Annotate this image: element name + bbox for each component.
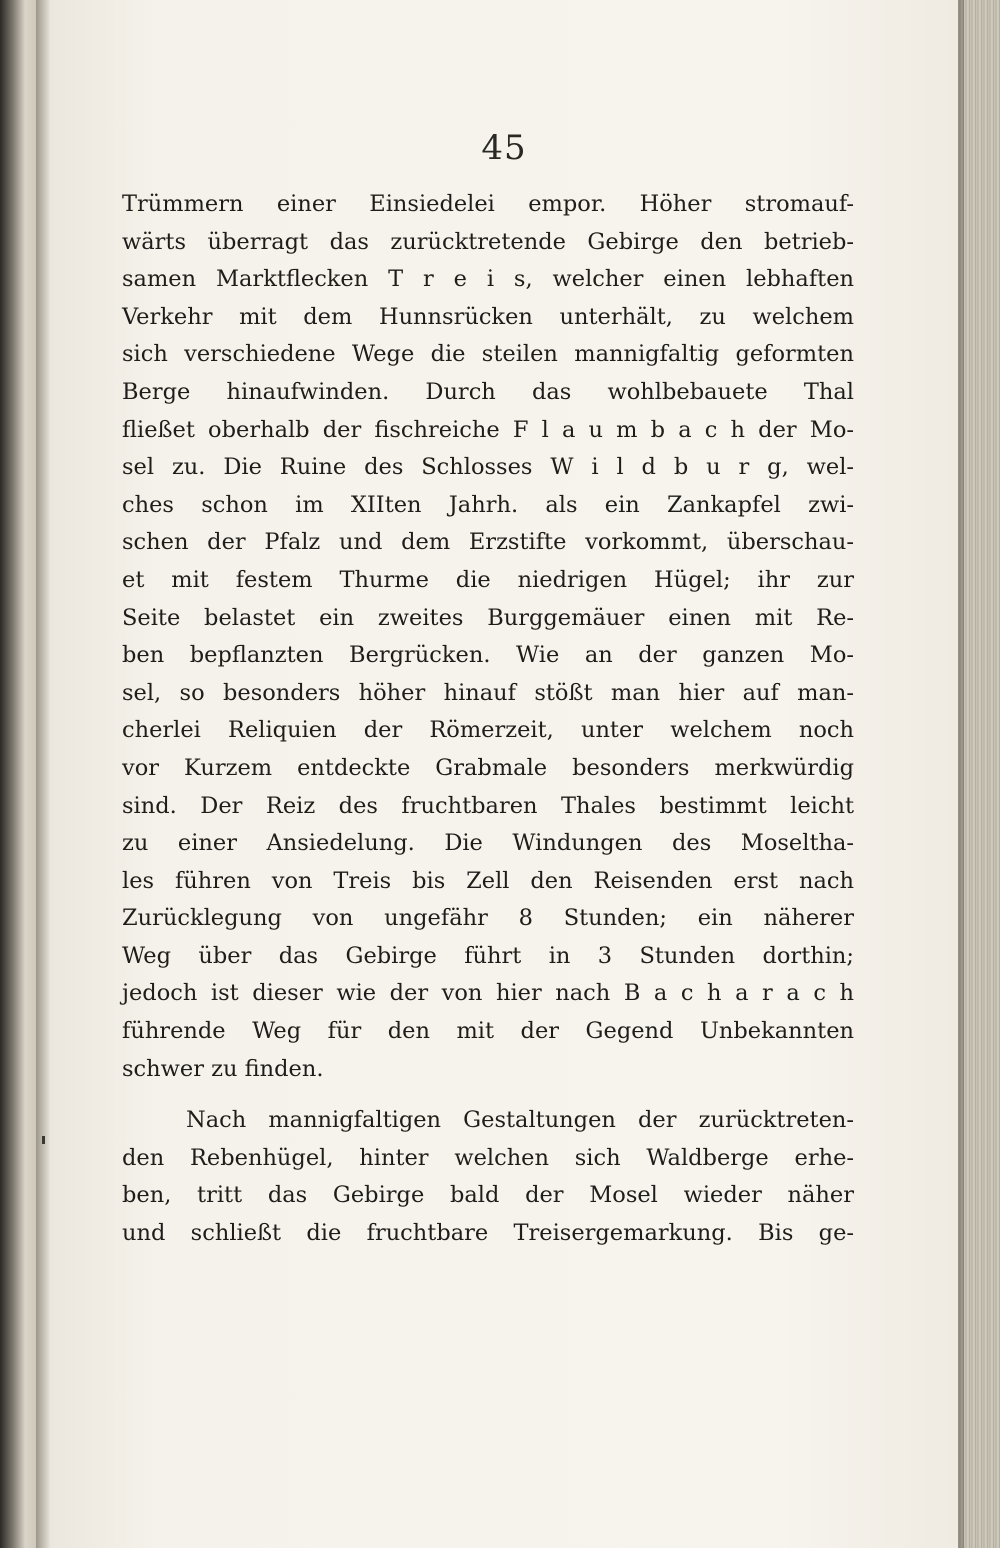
text-line: cherlei Reliquien der Römerzeit, unter welchem noch: [122, 717, 854, 744]
margin-mark: [42, 1136, 45, 1144]
text-line: sich verschiedene Wege die steilen mannigfaltig geformten: [122, 341, 854, 368]
text-line: ches schon im XIIten Jahrh. als ein Zankapfel zwi-: [122, 491, 854, 518]
page-number: 45: [481, 128, 527, 168]
text-line: Verkehr mit dem Hunnsrücken unterhält, zu welchem: [122, 303, 854, 330]
book-gutter: [36, 0, 50, 1548]
facing-page-edge: [0, 0, 36, 1548]
text-line: Weg über das Gebirge führt in 3 Stunden dorthin;: [122, 942, 854, 969]
text-line: sel, so besonders höher hinauf stößt man hier auf man-: [122, 679, 854, 706]
page-stack-edge: [958, 0, 1000, 1548]
text-line: Trümmern einer Einsiedelei empor. Höher stromauf-: [122, 191, 854, 217]
body-text: [122, 186, 854, 1253]
paragraph-gap: [122, 1088, 854, 1102]
paragraph: [122, 186, 854, 1088]
text-line: les führen von Treis bis Zell den Reisenden erst nach: [122, 867, 854, 894]
text-line: et mit festem Thurme die niedrigen Hügel; ihr zur: [122, 566, 854, 593]
text-line: ben, tritt das Gebirge bald der Mosel wieder näher: [122, 1182, 854, 1209]
text-line: jedoch ist dieser wie der von hier nach B a c h a r a c h: [122, 980, 854, 1007]
text-line: führende Weg für den mit der Gegend Unbekannten: [122, 1018, 854, 1045]
page-edge-shadow: [958, 0, 964, 1548]
paragraph: [122, 1102, 854, 1252]
text-line: Berge hinaufwinden. Durch das wohlbebauete Thal: [122, 378, 854, 405]
text-line: schen der Pfalz und dem Erzstifte vorkommt, überschau-: [122, 529, 854, 556]
text-line: den Rebenhügel, hinter welchen sich Waldberge erhe-: [122, 1144, 854, 1171]
text-line: Seite belastet ein zweites Burggemäuer einen mit Re-: [122, 604, 854, 631]
text-line: fließet oberhalb der fischreiche F l a u m b a c h der Mo-: [122, 416, 854, 443]
book-page: [50, 0, 958, 1548]
text-line: wärts überragt das zurücktretende Gebirge den betrieb-: [122, 228, 854, 255]
text-line: sind. Der Reiz des fruchtbaren Thales bestimmt leicht: [122, 792, 854, 819]
text-line: und schließt die fruchtbare Treisergemarkung. Bis ge-: [122, 1220, 854, 1247]
text-line: schwer zu finden.: [122, 1055, 324, 1082]
text-line: vor Kurzem entdeckte Grabmale besonders merkwürdig: [122, 754, 854, 781]
text-line: ben bepflanzten Bergrücken. Wie an der ganzen Mo-: [122, 642, 854, 669]
text-line: sel zu. Die Ruine des Schlosses W i l d b u r g, wel-: [122, 454, 854, 481]
text-line: Zurücklegung von ungefähr 8 Stunden; ein näherer: [122, 905, 854, 932]
text-line: samen Marktflecken T r e i s, welcher einen lebhaften: [122, 266, 854, 293]
text-line: zu einer Ansiedelung. Die Windungen des Moseltha-: [122, 830, 854, 857]
text-line: Nach mannigfaltigen Gestaltungen der zurücktreten-: [186, 1107, 854, 1134]
